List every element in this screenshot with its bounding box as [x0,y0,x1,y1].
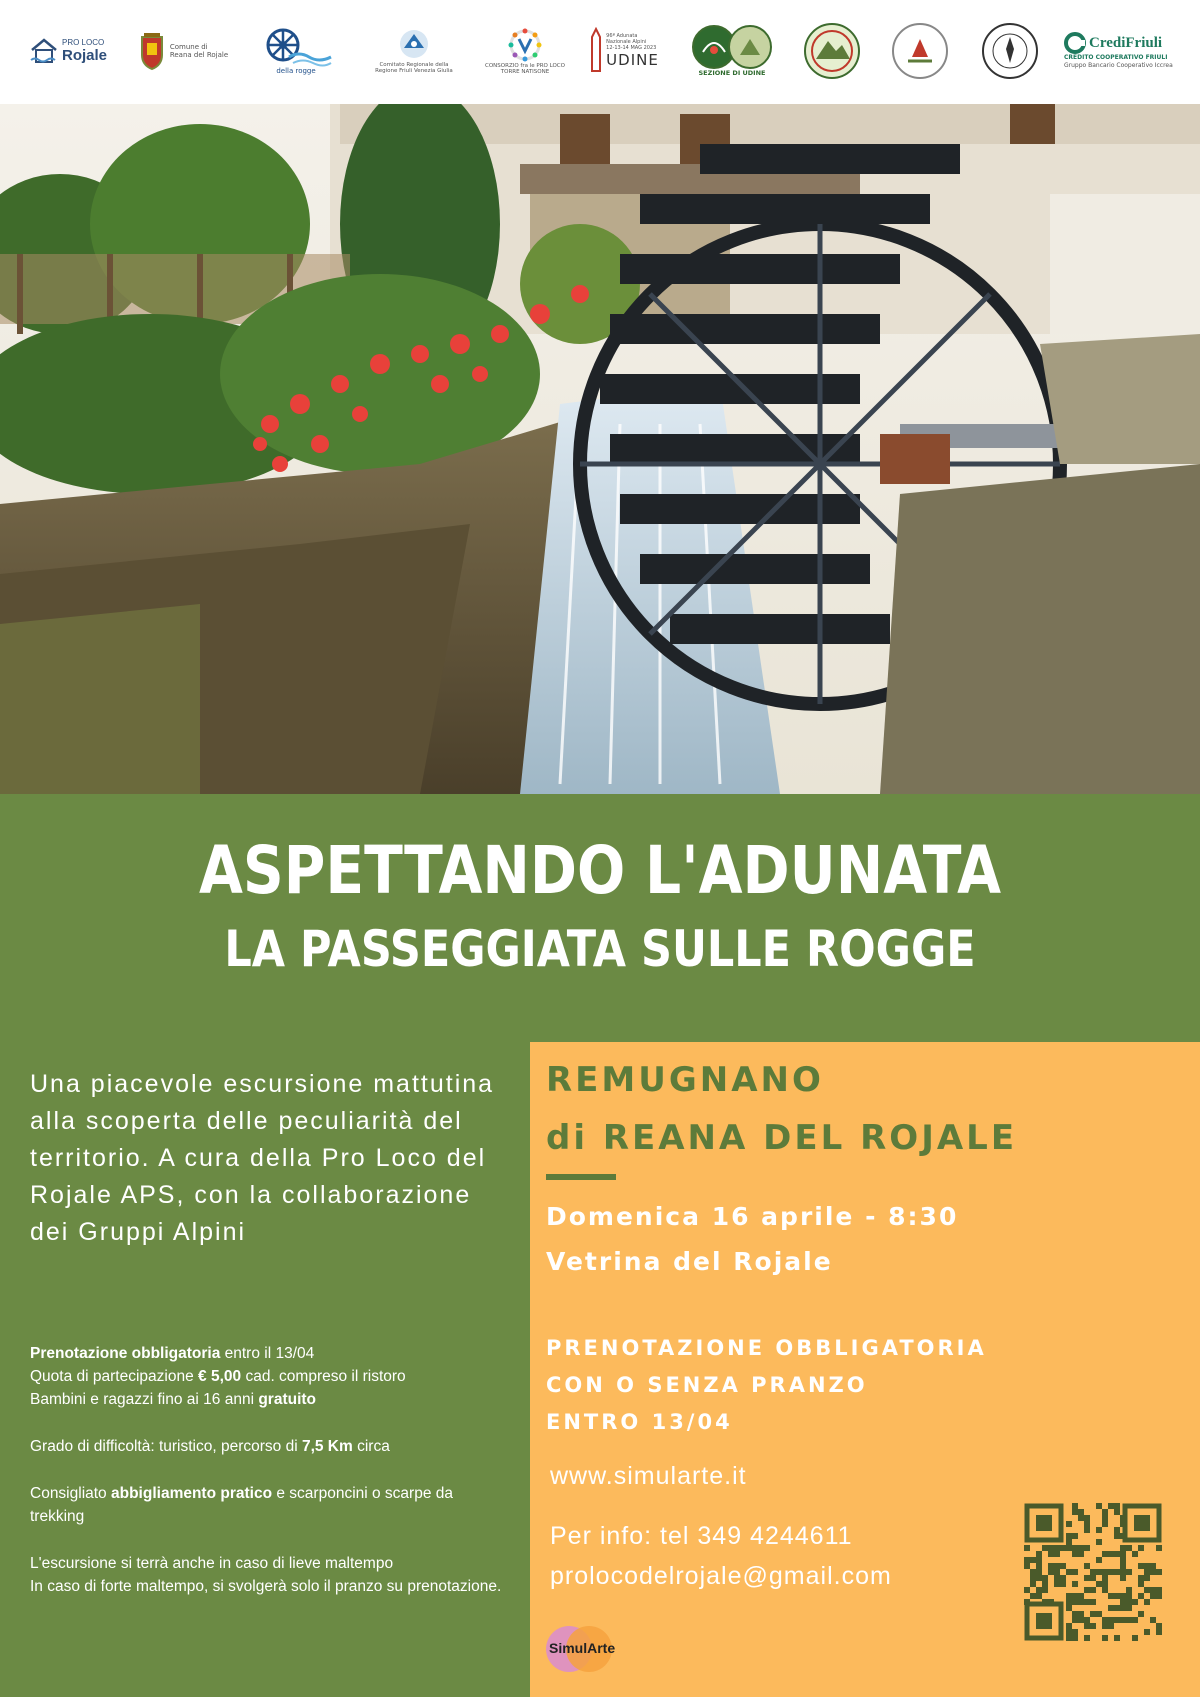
proloco-small-text: PRO LOCO [61,38,105,47]
credifriuli-mark-icon [1064,32,1086,54]
main-title: ASPETTANDO L'ADUNATA [198,832,1002,909]
adunata-small-text: 96ª Adunata Nazionale Alpini [606,33,647,45]
clothing-info [30,1482,510,1528]
rogge-logo [254,18,338,84]
comitato-regionale-logo [368,18,460,84]
credifriuli-logo [1064,18,1184,84]
event-date-time: Domenica 16 aprile - 8:30 [546,1202,959,1231]
consorzio-caption: CONSORZIO fra le PRO LOCO TORRE NATISONE [485,63,565,75]
left-info-column [0,1042,530,1697]
right-event-column [530,1042,1200,1697]
water-wheel-logo-icon [259,27,333,67]
quota-pre: Quota di partecipazione [30,1368,199,1385]
kids-value: gratuito [258,1391,317,1408]
adunata-tower-icon [589,27,603,75]
proloco-big-text: Rojale [61,47,107,64]
credifriuli-name: CrediFriuli [1089,34,1163,51]
quota-value: € 5,00 [198,1368,242,1385]
gruppo-alpini-3-logo [978,18,1042,84]
water-wheel-photo-illustration [0,104,1200,794]
alpini-badge-2-icon [892,23,948,79]
intro-paragraph: Una piacevole escursione mattutina alla scoperta delle peculiarità del territorio. A cura della Pro Loco del Rojale APS, con la collaborazione dei Gruppi Alpini [30,1070,495,1246]
gruppo-alpini-2-logo [888,18,952,84]
details-block [30,1342,510,1622]
event-venue: Vetrina del Rojale [546,1247,833,1276]
difficulty-info [30,1435,510,1458]
qr-code-icon[interactable] [1024,1503,1162,1641]
comune-caption-1: Comune di [169,43,208,51]
credifriuli-group: Gruppo Bancario Cooperativo Iccrea [1064,62,1173,69]
simularte-logo-text: SimulArte [549,1640,616,1656]
comitato-caption: Comitato Regionale della Regione Friuli Venezia Giulia [375,62,453,74]
divider-bar [546,1174,616,1180]
comune-reana-logo [134,18,232,84]
comitato-emblem-icon [394,28,434,62]
clothing-pre: Consigliato [30,1485,111,1502]
adunata-city-text: UDINE [606,51,659,69]
alpini-badge-1-icon [804,23,860,79]
weather-line-1: L'escursione si terrà anche in caso di lieve maltempo [30,1555,394,1572]
ana-emblem-icon [728,25,772,69]
consorzio-logo [482,18,568,84]
credifriuli-sub: CREDITO COOPERATIVO FRIULI [1064,54,1168,61]
booking-info [30,1342,510,1411]
email-link[interactable]: prolocodelrojale@gmail.com [550,1562,892,1590]
consorzio-emblem-icon [505,27,545,63]
clothing-value: abbigliamento pratico [111,1485,273,1502]
proloco-rojale-logo [28,18,108,84]
location-line-2: di REANA DEL ROJALE [546,1118,1018,1158]
comune-caption-2: Reana del Rojale [169,51,229,59]
adunata-dates-text: 12-13-14 MAG 2023 [606,45,657,51]
booking-label: Prenotazione obbligatoria [30,1345,221,1362]
comune-crest-icon [138,31,166,71]
simularte-logo [546,1622,616,1674]
title-band [0,794,1200,1042]
location-line-1: REMUGNANO [546,1060,824,1100]
adunata-udine-logo [588,18,660,84]
booking-notice-line-2: CON O SENZA PRANZO [546,1373,868,1397]
weather-line-2: In caso di forte maltempo, si svolgerà solo il pranzo su prenotazione. [30,1578,502,1595]
kids-pre: Bambini e ragazzi fino ai 16 anni [30,1391,259,1408]
website-link[interactable]: www.simularte.it [550,1462,747,1490]
booking-notice-line-3: ENTRO 13/04 [546,1410,733,1434]
clothing-post: e scarponcini o scarpe da trekking [30,1485,453,1525]
ana-udine-logo [690,18,774,84]
gruppo-alpini-1-logo [800,18,864,84]
sub-title: LA PASSEGGIATA SULLE ROGGE [224,920,976,978]
ana-caption: SEZIONE DI UDINE [698,69,766,77]
booking-rest: entro il 13/04 [220,1345,315,1362]
phone-info: Per info: tel 349 4244611 [550,1522,853,1550]
booking-notice [546,1330,987,1441]
difficulty-pre: Grado di difficoltà: turistico, percorso di [30,1438,302,1455]
sponsor-logo-strip [0,0,1200,104]
water-wheel-photo [0,104,1200,794]
weather-info [30,1552,510,1598]
alpini-badge-3-icon [982,23,1038,79]
rogge-caption: della rogge [276,67,316,75]
quota-post: cad. compreso il ristoro [241,1368,406,1385]
difficulty-value: 7,5 Km [301,1438,353,1455]
proloco-house-icon [29,36,59,66]
booking-notice-line-1: PRENOTAZIONE OBBLIGATORIA [546,1336,987,1360]
difficulty-post: circa [352,1438,390,1455]
